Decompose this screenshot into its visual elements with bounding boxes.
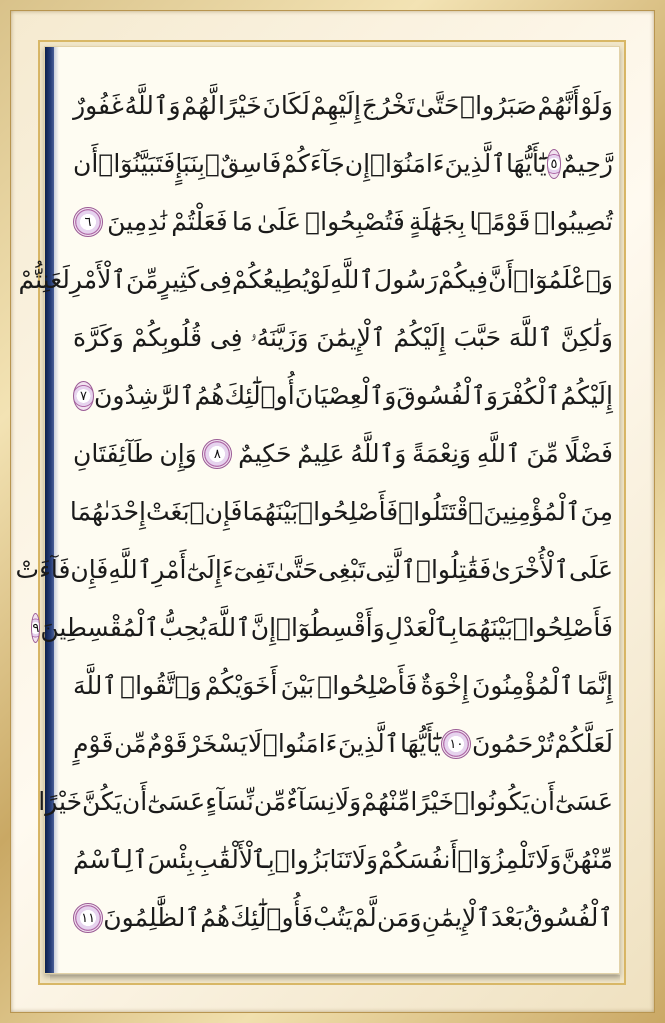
word: ٱللَّهَ xyxy=(508,323,553,352)
word: أَن xyxy=(529,787,555,816)
word: ٱللَّهِ xyxy=(108,555,153,584)
text-line xyxy=(38,773,613,831)
word: فَأَصْلِحُوا۟ xyxy=(512,613,613,642)
word: إِنَّ xyxy=(250,613,277,642)
word: وَإِن xyxy=(159,439,197,468)
word: خَيْرًا xyxy=(217,91,262,120)
word: لَّمْ xyxy=(352,903,377,932)
word: فَأُو۟لَٰٓئِكَ xyxy=(230,903,314,932)
word: كَثِيرٍ xyxy=(158,265,200,294)
word: وَٱلْفُسُوقَ xyxy=(396,381,498,410)
word: بَعْدَ xyxy=(491,903,524,932)
word: أُو۟لَٰٓئِكَ xyxy=(224,381,295,410)
text-line xyxy=(73,309,613,367)
mushaf-page xyxy=(15,46,620,974)
word: مَا xyxy=(231,207,253,236)
word: وَلَوْ xyxy=(580,91,613,120)
word: ٱلْأَمْرِ xyxy=(69,265,126,294)
text-line xyxy=(18,251,613,309)
word: بَيْنَ xyxy=(280,671,315,700)
word: فَضْلًا xyxy=(564,439,613,468)
word: بَغَتْ xyxy=(146,497,190,526)
word: يَكُنَّ xyxy=(82,787,122,816)
word: فَأَصْلِحُوا۟ xyxy=(298,497,399,526)
word: فَاسِقٌۢ xyxy=(204,149,282,178)
word: ٱلَّذِينَ xyxy=(338,729,400,758)
word: خَيْرًا xyxy=(38,787,83,816)
word: نِسَآءٌ xyxy=(286,787,335,816)
word: حَتَّىٰ xyxy=(415,91,460,120)
ayah-number: ٥ xyxy=(550,156,558,172)
text-line xyxy=(73,889,613,947)
word: خَيْرًا xyxy=(410,787,455,816)
text-line xyxy=(32,599,613,657)
word: وَزَيَّنَهُۥ xyxy=(250,323,309,352)
word: ٱللَّهَ xyxy=(206,613,251,642)
word: ٱلظَّٰلِمُونَ xyxy=(103,903,201,932)
word: ٱلْمُؤْمِنِينَ xyxy=(483,497,581,526)
word: قَوْمًۢا xyxy=(469,207,531,236)
word: فَعَلْتُمْ xyxy=(171,207,228,236)
word: ٱلَّتِى xyxy=(365,555,416,584)
text-line xyxy=(73,367,613,425)
word: ٱلْمُؤْمِنُونَ xyxy=(472,671,574,700)
text-line xyxy=(73,831,613,889)
word: أَنفُسَكُمْ xyxy=(378,845,458,874)
word: يَكُونُوا۟ xyxy=(454,787,530,816)
page-shadow xyxy=(50,975,620,983)
word: بِٱلْعَدْلِ xyxy=(384,613,458,642)
word: تُرْحَمُونَ xyxy=(472,729,554,758)
word: هُمُ xyxy=(194,381,225,410)
word: رَسُولَ xyxy=(374,265,439,294)
word: أَمْرِ xyxy=(152,555,187,584)
word: يَسْخَرْ xyxy=(188,729,248,758)
word: طَآئِفَتَانِ xyxy=(73,439,154,468)
text-line xyxy=(15,541,613,599)
word: يُحِبُّ xyxy=(159,613,207,642)
word: مِّنْهُنَّ xyxy=(561,845,613,874)
word: وَٱللَّهُ xyxy=(124,91,181,120)
word: إِن xyxy=(344,149,371,178)
word: قَوْمٌ xyxy=(147,729,188,758)
word: بَيْنَهُمَا xyxy=(457,613,513,642)
word: فَآءَتْ xyxy=(15,555,71,584)
word: وَلَا xyxy=(535,845,562,874)
word: تَبْغِى xyxy=(317,555,366,584)
ayah-number: ٩ xyxy=(32,620,40,636)
word: إِلَيْكُمُ xyxy=(560,381,613,410)
word: فِيكُمْ xyxy=(438,265,489,294)
word: بَيْنَهُمَا xyxy=(242,497,299,526)
word: تَخْرُجَ xyxy=(361,91,415,120)
word: إِلَىٰٓ xyxy=(186,555,222,584)
ayah-number: ١١ xyxy=(81,910,96,926)
word: تَنَابَزُوا۟ xyxy=(274,845,352,874)
word: تَفِىٓءَ xyxy=(221,555,275,584)
ayah-number-marker xyxy=(441,729,471,759)
word: لَّهُمْ xyxy=(181,91,218,120)
text-line xyxy=(73,715,613,773)
word: فَإِنۢ xyxy=(189,497,243,526)
word: فَتَبَيَّنُوٓا۟ xyxy=(98,149,176,178)
word: أَخَوَيْكُمْ xyxy=(204,671,278,700)
word: ٱلْإِيمَٰنَ xyxy=(316,323,386,352)
word: وَلَا xyxy=(334,787,362,816)
word: لَا xyxy=(247,729,263,758)
word: أَن xyxy=(121,787,148,816)
word: رَّحِيمٌ xyxy=(561,149,613,178)
word: إِحْدَىٰهُمَا xyxy=(69,497,146,526)
word: إِلَيْهِمْ xyxy=(310,91,361,120)
word: نَٰدِمِينَ xyxy=(107,207,168,236)
page-spine-highlight xyxy=(54,47,59,973)
word: بِٱلْأَلْقَٰبِ xyxy=(194,845,275,874)
word: فَأَصْلِحُوا۟ xyxy=(317,671,418,700)
quran-text-block xyxy=(15,77,613,947)
word: لَعَلَّكُمْ xyxy=(554,729,613,758)
word: قَوْمٍ xyxy=(73,729,114,758)
ayah-number: ٧ xyxy=(80,388,88,404)
word: ٱلْمُقْسِطِينَ xyxy=(40,613,160,642)
text-line xyxy=(69,483,613,541)
ayah-number-marker xyxy=(73,381,94,411)
word: قُلُوبِكُمْ xyxy=(131,323,203,352)
word: ٱللَّهَ xyxy=(73,671,117,700)
word: لَعَنِتُّمْ xyxy=(18,265,70,294)
word: فِى xyxy=(209,323,243,352)
word: ٱلْكُفْرَ xyxy=(497,381,561,410)
word: لَوْ xyxy=(309,265,331,294)
word: أَنَّ xyxy=(488,265,514,294)
word: عَلَىٰ xyxy=(257,207,302,236)
word: أَنَّهُمْ xyxy=(537,91,580,120)
word: نِّسَآءٍ xyxy=(205,787,254,816)
word: صَبَرُوا۟ xyxy=(460,91,537,120)
word: ٱلَّذِينَ xyxy=(444,149,506,178)
word: وَكَرَّهَ xyxy=(73,323,124,352)
ayah-number-marker xyxy=(73,207,103,237)
word: إِخْوَةٌ xyxy=(420,671,469,700)
word: وَٱتَّقُوا۟ xyxy=(120,671,202,700)
page-spine xyxy=(45,47,54,973)
word: ٱلرَّٰشِدُونَ xyxy=(94,381,195,410)
word: أَن xyxy=(73,149,99,178)
word: حَبَّبَ xyxy=(453,323,502,352)
word: ٱلْإِيمَٰنِ xyxy=(421,903,491,932)
ayah-number: ٨ xyxy=(213,446,221,462)
word: فَتُصْبِحُوا۟ xyxy=(305,207,405,236)
word: ٱقْتَتَلُوا۟ xyxy=(398,497,484,526)
ayah-number-marker xyxy=(73,903,103,933)
word: جَآءَكُمْ xyxy=(281,149,345,178)
word: مِنَ xyxy=(580,497,613,526)
text-line xyxy=(73,193,613,251)
word: عَلِيمٌ xyxy=(297,439,345,468)
word: بِئْسَ xyxy=(147,845,194,874)
word: تُصِيبُوا۟ xyxy=(534,207,613,236)
word: يَٰٓأَيُّهَا xyxy=(400,729,441,758)
word: عَسَىٰٓ xyxy=(554,787,613,816)
word: تَلْمِزُوٓا۟ xyxy=(457,845,536,874)
word: يَتُبْ xyxy=(313,903,353,932)
word: وَأَقْسِطُوٓا۟ xyxy=(276,613,385,642)
word: وَٱلْعِصْيَانَ xyxy=(294,381,397,410)
ayah-number-marker xyxy=(547,149,562,179)
word: مِّنْهُمْ xyxy=(361,787,411,816)
word: حَكِيمٌ xyxy=(238,439,292,468)
ayah-number: ١٠ xyxy=(449,736,464,752)
text-line xyxy=(73,657,613,715)
ayah-number-marker xyxy=(202,439,232,469)
word: عَلَى xyxy=(568,555,613,584)
word: وَلَا xyxy=(351,845,379,874)
word: غَفُورٌ xyxy=(73,91,124,120)
word: إِنَّمَا xyxy=(577,671,613,700)
text-line xyxy=(73,77,613,135)
word: بِجَهَٰلَةٍ xyxy=(408,207,466,236)
word: ءَامَنُوٓا۟ xyxy=(370,149,445,178)
word: وَٱللَّهُ xyxy=(350,439,407,468)
word: فَقَٰتِلُوا۟ xyxy=(415,555,492,584)
word: ٱلْفُسُوقُ xyxy=(523,903,613,932)
word: لَكَانَ xyxy=(262,91,310,120)
word: وَٱعْلَمُوٓا۟ xyxy=(513,265,613,294)
word: مِّنَ xyxy=(526,439,559,468)
word: مِّن xyxy=(114,729,147,758)
word: ٱللَّهِ xyxy=(476,439,521,468)
text-line xyxy=(73,135,613,193)
word: إِلَيْكُمُ xyxy=(393,323,446,352)
word: هُمُ xyxy=(200,903,231,932)
word: وَنِعْمَةً xyxy=(412,439,471,468)
word: بِنَبَإٍ xyxy=(175,149,205,178)
word: يُطِيعُكُمْ xyxy=(232,265,310,294)
ayah-number: ٦ xyxy=(84,214,92,230)
word: وَلَٰكِنَّ xyxy=(560,323,613,352)
text-line xyxy=(73,425,613,483)
word: مِّنَ xyxy=(126,265,159,294)
word: فِى xyxy=(199,265,233,294)
word: ٱللَّهِ xyxy=(330,265,375,294)
word: مِّن xyxy=(253,787,287,816)
word: يَٰٓأَيُّهَا xyxy=(505,149,547,178)
word: فَإِن xyxy=(70,555,109,584)
word: ٱلِٱسْمُ xyxy=(73,845,148,874)
word: حَتَّىٰ xyxy=(274,555,318,584)
word: ءَامَنُوا۟ xyxy=(262,729,338,758)
word: عَسَىٰٓ xyxy=(147,787,206,816)
word: ٱلْأُخْرَىٰ xyxy=(491,555,569,584)
word: وَمَن xyxy=(376,903,422,932)
